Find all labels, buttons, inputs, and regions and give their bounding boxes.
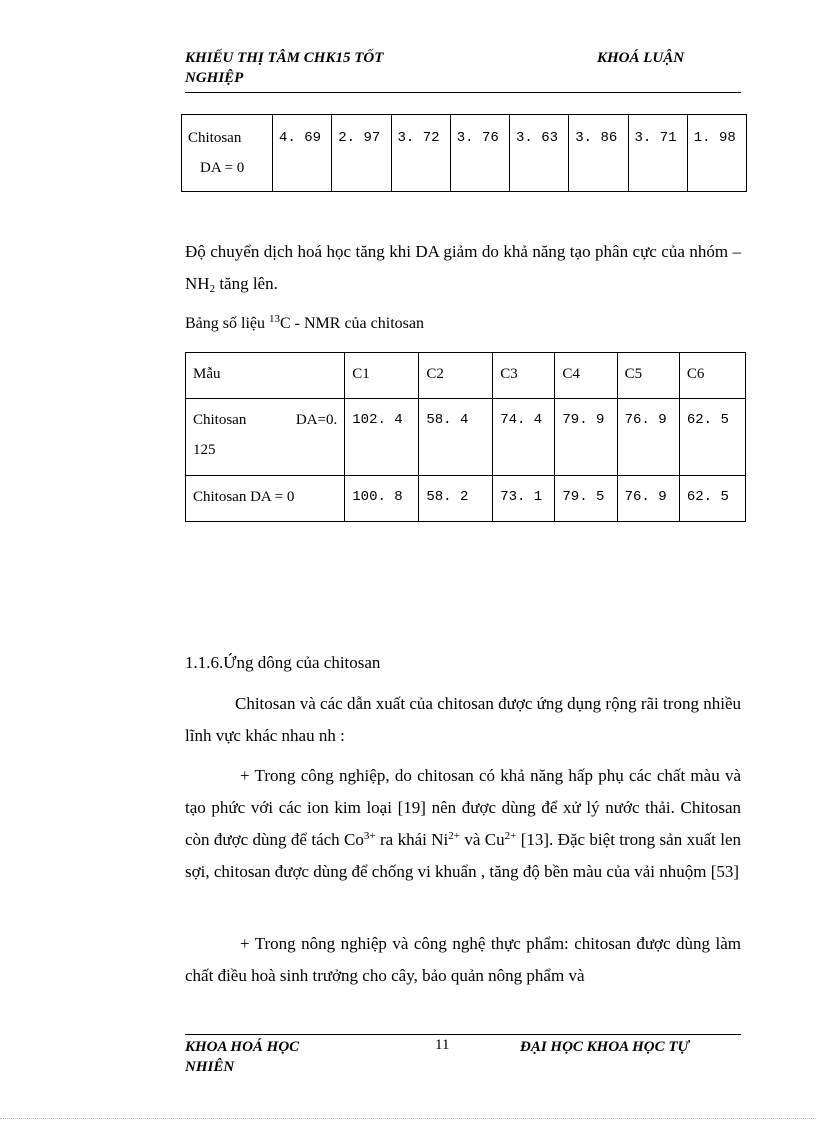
- paragraph-industry: + Trong công nghiệp, do chitosan có khả năng hấp phụ các chất màu và tạo phức với các ion kim loại [19] nên được dùng để xử lý nước thải. Chitosan còn được dùng để tách $Co^{3+}$ ra khái $Ni^{2+}$ và $Cu^{2+}$ [13]. Đặc biệt trong sản xuất len sợi, chitosan được dùng để chống vi khuẩn , tăng độ bền màu của vải nhuộm [53]: [185, 766, 742, 881]
- table-row: [186, 399, 746, 476]
- table-header-cell: Mẫu: [186, 353, 345, 399]
- nmr-table: [185, 352, 746, 522]
- paragraph-applications-intro: Chitosan và các dẫn xuất của chitosan được ứng dụng rộng rãi trong nhiều lĩnh vực khác nhau nh :: [185, 694, 741, 745]
- table-cell: 100. 8: [345, 476, 419, 522]
- table-cell: 4. 69: [273, 115, 332, 192]
- page-footer: [185, 1034, 741, 1075]
- table-row: [182, 115, 747, 192]
- header-right: KHOÁ LUẬN: [597, 50, 685, 66]
- table-cell: 102. 4: [345, 399, 419, 476]
- table-cell: 2. 97: [332, 115, 391, 192]
- table-cell: Chitosan DA = 0: [186, 476, 345, 522]
- table-header-cell: C5: [617, 353, 679, 399]
- table-cell: 74. 4: [493, 399, 555, 476]
- footer-right: ĐẠI HỌC KHOA HỌC TỰ: [520, 1039, 690, 1055]
- page-number: 11: [435, 1037, 450, 1053]
- paragraph-da-shift: Độ chuyển dịch hoá học tăng khi DA giảm do khả năng tạo phân cực của nhóm $-NH_2$ tăng lên.: [185, 242, 741, 295]
- table-header-row: [186, 353, 746, 399]
- section-heading: 1.1.6.Ứng dông của chitosan: [185, 653, 381, 672]
- table-cell: 58. 2: [419, 476, 493, 522]
- table-cell: 76. 9: [617, 399, 679, 476]
- table-cell: 76. 9: [617, 476, 679, 522]
- table-header-cell: C6: [679, 353, 745, 399]
- page-bottom-rule: [0, 1118, 816, 1119]
- header-left: KHIẾU THỊ TÂM CHK15 TỐT NGHIỆP: [185, 50, 384, 86]
- table-header-cell: C1: [345, 353, 419, 399]
- table-header-cell: C2: [419, 353, 493, 399]
- table-caption: Bảng số liệu $^{13}$C - NMR của chitosan: [185, 313, 424, 332]
- table-cell: 62. 5: [679, 476, 745, 522]
- shift-table: [181, 114, 747, 192]
- table-cell: 3. 76: [450, 115, 509, 192]
- table-cell: 1. 98: [687, 115, 746, 192]
- table-cell: 3. 71: [628, 115, 687, 192]
- table-header-cell: C3: [493, 353, 555, 399]
- table-cell: 73. 1: [493, 476, 555, 522]
- table-header-cell: C4: [555, 353, 617, 399]
- table-cell: 79. 9: [555, 399, 617, 476]
- table-cell: Chitosan DA = 0: [182, 115, 273, 192]
- table-row: [186, 476, 746, 522]
- table-cell: Chitosan DA=0. 125: [186, 399, 345, 476]
- page-header: [185, 48, 741, 93]
- footer-left: KHOA HOÁ HỌC NHIÊN: [185, 1039, 300, 1075]
- paragraph-agriculture: + Trong nông nghiệp và công nghệ thực phẩm: chitosan được dùng làm chất điều hoà sinh trưởng cho cây, bảo quản nông phẩm và: [185, 934, 741, 985]
- table-cell: 79. 5: [555, 476, 617, 522]
- table-cell: 3. 86: [569, 115, 628, 192]
- table-cell: 58. 4: [419, 399, 493, 476]
- table-cell: 3. 63: [510, 115, 569, 192]
- table-cell: 62. 5: [679, 399, 745, 476]
- table-cell: 3. 72: [391, 115, 450, 192]
